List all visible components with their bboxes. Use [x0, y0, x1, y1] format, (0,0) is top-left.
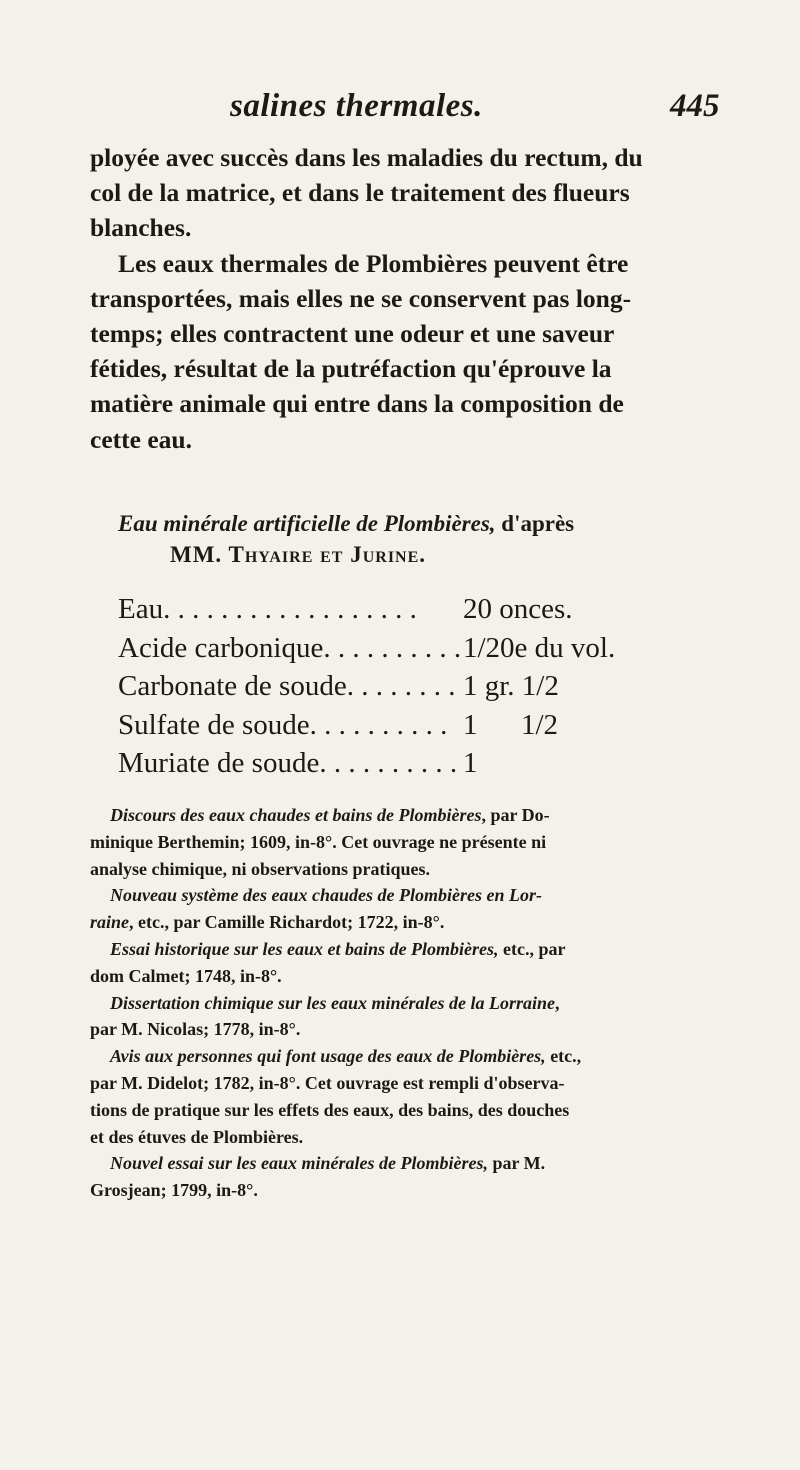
recipe-heading [118, 508, 718, 570]
ingredient-quantity: 1 1/2 [463, 708, 559, 741]
work-title: Nouvel essai sur les eaux minérales de Plombières, [110, 1153, 488, 1174]
entry-line: et des étuves de Plombières. [90, 1126, 304, 1147]
entry-text: par M. [487, 1153, 546, 1174]
bibliography-entry [90, 1150, 712, 1204]
paragraph [90, 246, 710, 457]
bibliography [90, 802, 712, 1204]
entry-line: tions de pratique sur les effets des eaux, des bains, des douches [90, 1099, 570, 1120]
entry-line: Grosjean; 1799, in-8°. [90, 1180, 258, 1201]
entry-first-line [90, 1043, 712, 1070]
entry-line: dom Calmet; 1748, in-8°. [90, 965, 282, 986]
entry-text: , par Do- [481, 805, 550, 825]
bibliography-entry [90, 882, 712, 936]
entry-text: etc., [545, 1046, 582, 1067]
recipe-row [118, 744, 718, 783]
text-line: transportées, mais elles ne se conservent pas long- [90, 283, 632, 313]
entry-first-line [90, 1150, 712, 1177]
entry-line [90, 909, 712, 936]
work-title: Dissertation chimique sur les eaux minérales de la Lorraine [110, 992, 556, 1013]
ingredient-quantity: 1 [463, 747, 478, 779]
work-title: Essai historique sur les eaux et bains de Plombières, [110, 938, 499, 959]
work-title-continued: raine [90, 912, 130, 933]
entry-first-line [90, 990, 712, 1017]
ingredient-quantity: 1/20e du vol. [463, 631, 616, 664]
text-line: fétides, résultat de la putréfaction qu'éprouve la [90, 354, 612, 384]
work-title: Nouveau système des eaux chaudes de Plombières en Lor- [110, 885, 542, 906]
text-line: col de la matrice, et dans le traitement des flueurs [90, 178, 630, 208]
work-title: Avis aux personnes qui font usage des eaux de Plombières, [110, 1046, 546, 1067]
ingredient-quantity: 20 onces. [463, 593, 573, 625]
ingredient-name: Muriate de soude. . . . . . . . . . [118, 747, 458, 779]
ingredient-quantity: 1 gr. 1/2 [463, 670, 559, 702]
recipe-authors: MM. Thyaire et Jurine. [170, 542, 427, 567]
recipe-row [118, 590, 718, 629]
page-number: 445 [670, 88, 720, 124]
recipe-row [118, 629, 718, 668]
ingredient-name: Acide carbonique. . . . . . . . . . [118, 631, 462, 664]
entry-line: analyse chimique, ni observations pratiques. [90, 858, 431, 879]
ingredient-name: Sulfate de soude. . . . . . . . . . [118, 708, 448, 741]
entry-first-line [90, 802, 712, 829]
bibliography-entry [90, 802, 712, 882]
entry-first-line [90, 882, 712, 909]
paragraph [90, 140, 710, 246]
text-line: Les eaux thermales de Plombières peuvent être [118, 248, 629, 278]
recipe-title: Eau minérale artificielle de Plombières, [118, 511, 496, 536]
text-line: blanches. [90, 213, 192, 243]
text-line: ployée avec succès dans les maladies du rectum, du [90, 143, 643, 172]
body-text [90, 140, 710, 457]
bibliography-entry [90, 990, 712, 1044]
entry-text: , [555, 992, 560, 1013]
ingredient-name: Carbonate de soude. . . . . . . . [118, 670, 456, 702]
entry-line: par M. Nicolas; 1778, in-8°. [90, 1019, 301, 1040]
entry-text: etc., par [498, 938, 566, 959]
recipe-row [118, 667, 718, 706]
bibliography-entry [90, 936, 712, 990]
ingredient-name: Eau. . . . . . . . . . . . . . . . . . [118, 593, 417, 625]
entry-text: , etc., par Camille Richardot; 1722, in-8°. [129, 912, 445, 933]
text-line: temps; elles contractent une odeur et une saveur [90, 319, 615, 349]
bibliography-entry [90, 1043, 712, 1150]
recipe-title-suffix: d'après [495, 511, 575, 536]
entry-first-line [90, 936, 712, 963]
recipe-title-line [118, 508, 718, 539]
recipe-row [118, 706, 718, 745]
entry-line: minique Berthemin; 1609, in-8°. Cet ouvrage ne présente ni [90, 831, 547, 852]
text-line: matière animale qui entre dans la composition de [90, 389, 624, 419]
work-title: Discours des eaux chaudes et bains de Plombières [110, 805, 482, 825]
recipe-table [118, 590, 718, 783]
entry-line: par M. Didelot; 1782, in-8°. Cet ouvrage est rempli d'observa- [90, 1072, 565, 1093]
text-line: cette eau. [90, 424, 192, 454]
running-title: salines thermales. [230, 88, 483, 124]
